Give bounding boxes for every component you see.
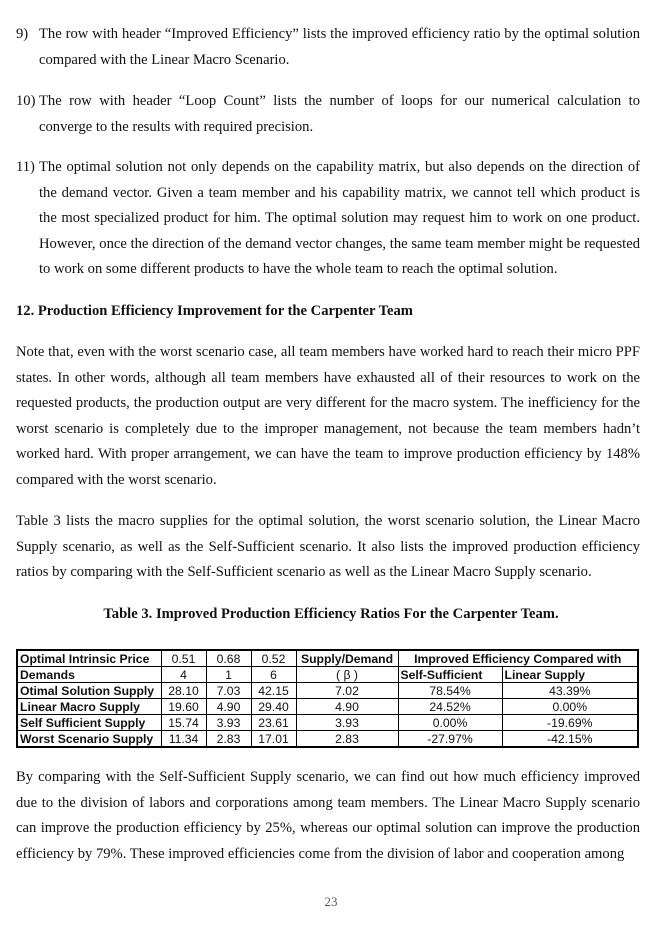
header-cell: Supply/Demand	[296, 650, 398, 667]
list-text: The row with header “Loop Count” lists the number of loops for our numerical calculation to converge to the results with required precision.	[39, 93, 640, 135]
table-cell: 7.02	[296, 683, 398, 699]
table-cell: 29.40	[251, 699, 296, 715]
list-number: 9)	[16, 26, 29, 42]
header-cell: Linear Supply	[502, 667, 638, 683]
table-cell: 7.03	[206, 683, 251, 699]
table-cell: -42.15%	[502, 731, 638, 748]
header-cell: 0.68	[206, 650, 251, 667]
efficiency-table	[16, 649, 639, 748]
header-cell: Demands	[17, 667, 161, 683]
section-heading: 12. Production Efficiency Improvement for the Carpenter Team	[16, 303, 413, 319]
table-cell: 4.90	[296, 699, 398, 715]
table-header-row	[17, 667, 638, 683]
table-cell: 3.93	[296, 715, 398, 731]
page-number: 23	[324, 894, 338, 909]
list-item-9	[16, 22, 640, 73]
list-item-11	[16, 155, 640, 283]
paragraph-table-intro: Table 3 lists the macro supplies for the optimal solution, the worst scenario solution, the Linear Macro Supply scenario, as well as the Self-Sufficient scenario. It also lists the improved production efficiency ratios by comparing with the Self-Sufficient scenario as well as the Linear Macro Supply scenario.	[16, 513, 640, 580]
header-cell: 1	[206, 667, 251, 683]
header-cell: Optimal Intrinsic Price	[17, 650, 161, 667]
paragraph-comparison: By comparing with the Self-Sufficient Supply scenario, we can find out how much efficiency improved due to the division of labors and corporations among team members. The Linear Macro Supply scenario can improve the production efficiency by 25%, whereas our optimal solution can improve the production efficiency by 79%. These improved efficiencies come from the division of labor and cooperation among	[16, 769, 640, 862]
header-cell: 0.52	[251, 650, 296, 667]
header-cell: 4	[161, 667, 206, 683]
table-cell: 11.34	[161, 731, 206, 748]
table-row	[17, 683, 638, 699]
table-cell: 28.10	[161, 683, 206, 699]
table-cell: 0.00%	[502, 699, 638, 715]
header-cell: Improved Efficiency Compared with	[398, 650, 638, 667]
list-number: 10)	[16, 93, 36, 109]
header-cell: 6	[251, 667, 296, 683]
paragraph-worst-scenario: Note that, even with the worst scenario case, all team members have worked hard to reach their micro PPF states. In other words, although all team members have exhausted all of their resources to work on the requested products, the production output are very different for the macro system. The inefficiency for the worst scenario is completely due to the improper management, not because the team members hadn’t worked hard. With proper arrangement, we can have the team to improve production efficiency by 148% compared with the worst scenario.	[16, 344, 640, 488]
table-cell: 78.54%	[398, 683, 502, 699]
table-cell: 2.83	[296, 731, 398, 748]
table-cell: 2.83	[206, 731, 251, 748]
list-number: 11)	[16, 159, 35, 175]
list-text: The optimal solution not only depends on the capability matrix, but also depends on the direction of the demand vector. Given a team member and his capability matrix, we cannot tell which product is the most specialized product for him. The optimal solution may request him to work on one product. However, once the direction of the demand vector changes, the same team member might be requested to work on some different products to have the whole team to reach the optimal solution.	[39, 159, 640, 277]
table-cell: 24.52%	[398, 699, 502, 715]
table-cell: 42.15	[251, 683, 296, 699]
table-cell: 43.39%	[502, 683, 638, 699]
table-row	[17, 731, 638, 748]
table-cell: 17.01	[251, 731, 296, 748]
table-cell: 0.00%	[398, 715, 502, 731]
header-cell: 0.51	[161, 650, 206, 667]
table-header-row	[17, 650, 638, 667]
table-row	[17, 699, 638, 715]
table-row	[17, 715, 638, 731]
header-cell: ( β )	[296, 667, 398, 683]
table-cell: Self Sufficient Supply	[17, 715, 161, 731]
table-cell: 3.93	[206, 715, 251, 731]
table-cell: 19.60	[161, 699, 206, 715]
table-cell: 4.90	[206, 699, 251, 715]
table-cell: -27.97%	[398, 731, 502, 748]
list-item-10	[16, 89, 640, 140]
table-cell: Otimal Solution Supply	[17, 683, 161, 699]
table-caption: Table 3. Improved Production Efficiency Ratios For the Carpenter Team.	[103, 606, 559, 622]
table-cell: -19.69%	[502, 715, 638, 731]
table-cell: Linear Macro Supply	[17, 699, 161, 715]
header-cell: Self-Sufficient	[398, 667, 502, 683]
table-cell: 23.61	[251, 715, 296, 731]
table-cell: Worst Scenario Supply	[17, 731, 161, 748]
list-text: The row with header “Improved Efficiency” lists the improved efficiency ratio by the optimal solution compared with the Linear Macro Scenario.	[39, 26, 640, 68]
table-cell: 15.74	[161, 715, 206, 731]
